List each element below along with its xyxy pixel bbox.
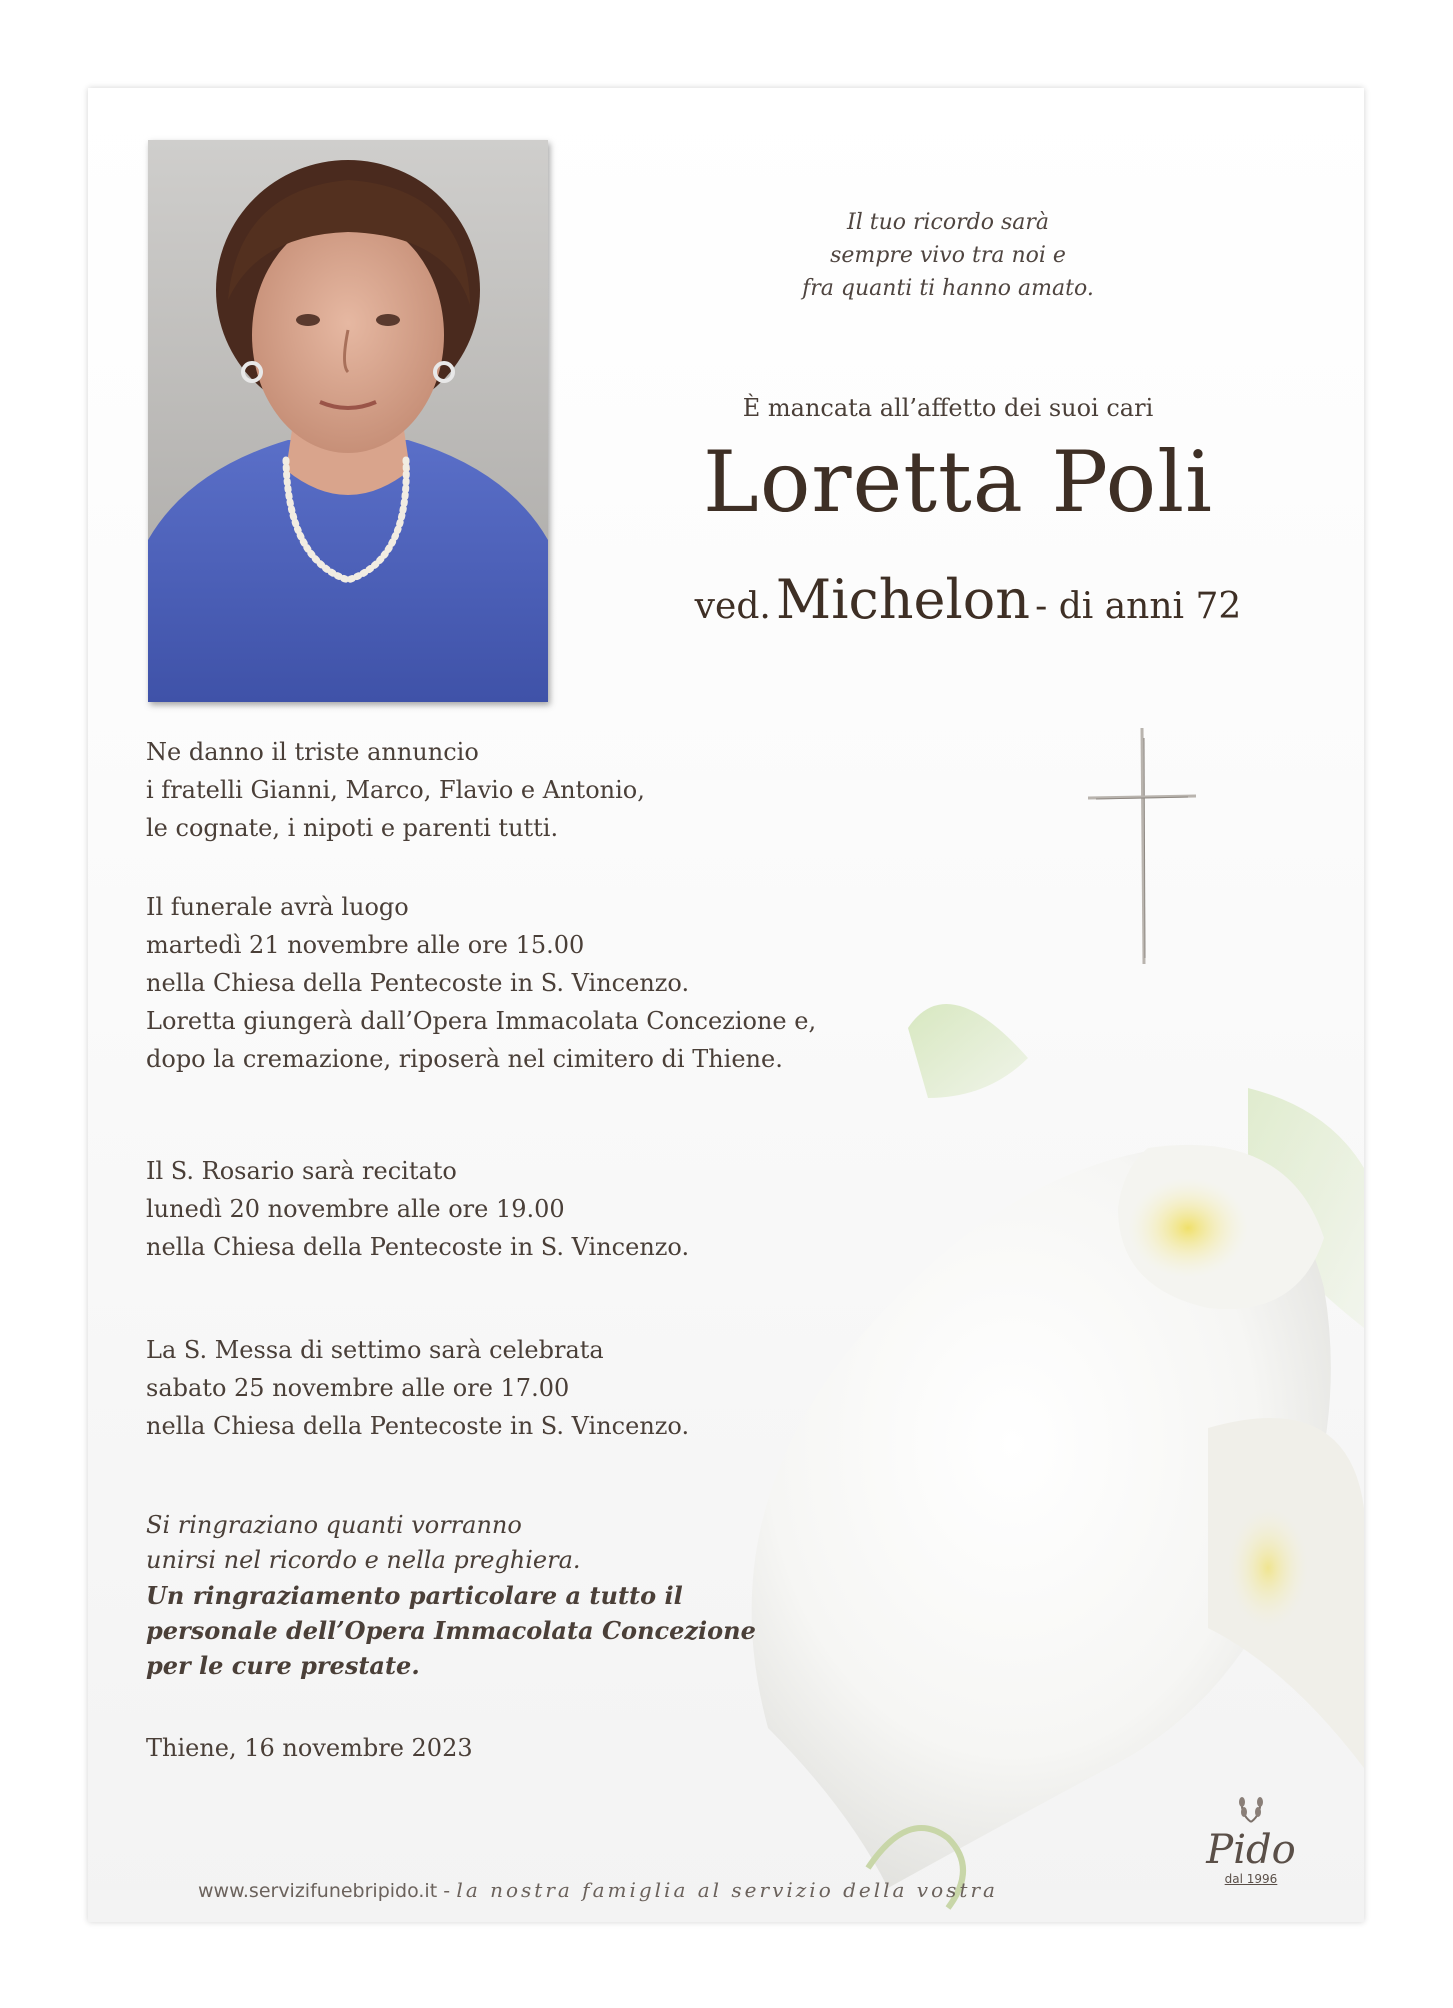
footer-tagline: la nostra famiglia al servizio della vostra (456, 1878, 998, 1902)
funeral-line: nella Chiesa della Pentecoste in S. Vincenzo. (146, 969, 690, 997)
thanks-block (146, 1508, 756, 1683)
intro-text: È mancata all’affetto dei suoi cari (742, 394, 1154, 422)
funeral-line: martedì 21 novembre alle ore 15.00 (146, 931, 585, 959)
funeral-line: Il funerale avrà luogo (146, 893, 409, 921)
mass-line: sabato 25 novembre alle ore 17.00 (146, 1374, 570, 1402)
announcement-line: i fratelli Gianni, Marco, Flavio e Antonio, (146, 776, 645, 804)
funeral-block (146, 888, 816, 1078)
announcement-line: le cognate, i nipoti e parenti tutti. (146, 814, 559, 842)
funeral-line: dopo la cremazione, riposerà nel cimitero di Thiene. (146, 1045, 783, 1073)
deceased-subtitle (588, 568, 1348, 631)
logo-since: dal 1996 (1224, 1872, 1278, 1886)
rosary-block (146, 1152, 689, 1266)
dateline: Thiene, 16 novembre 2023 (146, 1734, 473, 1762)
mass-block (146, 1331, 689, 1445)
married-name: Michelon (775, 568, 1031, 631)
thanks-bold-line: Un ringraziamento particolare a tutto il (146, 1581, 683, 1610)
announcement-line: Ne danno il triste annuncio (146, 738, 479, 766)
ved-prefix: ved. (694, 586, 771, 627)
memorial-quote (728, 206, 1168, 305)
quote-line: fra quanti ti hanno amato. (802, 276, 1094, 301)
footer-url[interactable]: www.servizifunebripido.it - (198, 1880, 451, 1902)
rosary-line: lunedì 20 novembre alle ore 19.00 (146, 1195, 565, 1223)
obituary-card (88, 88, 1364, 1922)
rosary-line: nella Chiesa della Pentecoste in S. Vincenzo. (146, 1233, 690, 1261)
thanks-line: unirsi nel ricordo e nella preghiera. (146, 1546, 581, 1574)
pido-logo (1196, 1790, 1306, 1886)
logo-mark: Pido (1206, 1827, 1296, 1873)
age-text: - di anni 72 (1035, 586, 1242, 627)
quote-line: sempre vivo tra noi e (830, 243, 1066, 268)
mass-line: La S. Messa di settimo sarà celebrata (146, 1336, 604, 1364)
thanks-bold-line: per le cure prestate. (146, 1651, 420, 1680)
footer (198, 1878, 998, 1902)
announcement-block (146, 733, 645, 847)
funeral-line: Loretta giungerà dall’Opera Immacolata Concezione e, (146, 1007, 817, 1035)
portrait-photo (148, 140, 548, 702)
thanks-bold-line: personale dell’Opera Immacolata Concezione (146, 1616, 756, 1645)
thanks-line: Si ringraziano quanti vorranno (146, 1511, 522, 1539)
laurel-icon (1236, 1790, 1266, 1824)
quote-line: Il tuo ricordo sarà (847, 210, 1049, 235)
deceased-name: Loretta Poli (703, 433, 1213, 531)
rosary-line: Il S. Rosario sarà recitato (146, 1157, 457, 1185)
mass-line: nella Chiesa della Pentecoste in S. Vincenzo. (146, 1412, 690, 1440)
